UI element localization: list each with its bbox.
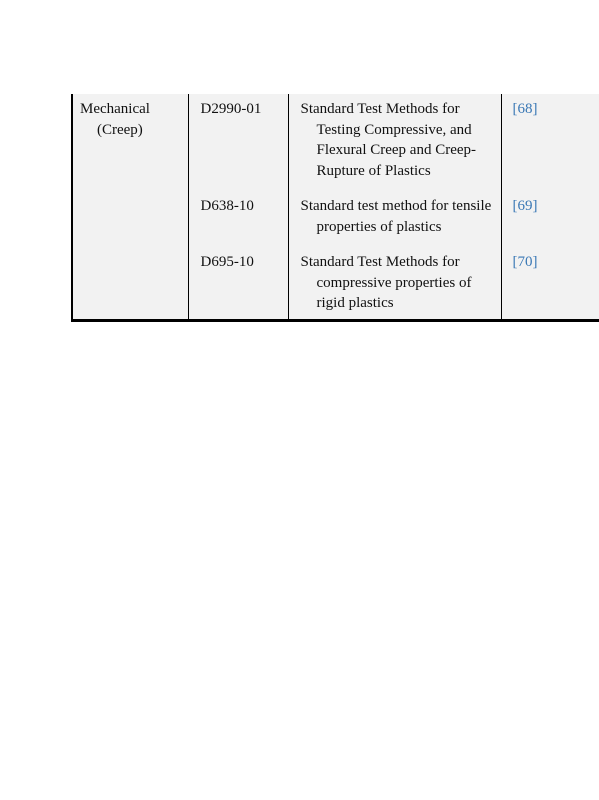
category-sublabel: (Creep): [97, 121, 143, 138]
standard-title: Standard Test Methods for Testing Compressive, and Flexural Creep and Creep-Rupture of Plastics: [300, 101, 477, 179]
standard-code: D638-10: [188, 190, 288, 246]
standard-title-cell: [288, 246, 501, 319]
reference-cell: [501, 190, 599, 246]
table-row: [73, 94, 599, 190]
reference-link[interactable]: [69]: [512, 198, 538, 214]
standard-title: Standard Test Methods for compressive properties of rigid plastics: [300, 254, 472, 311]
reference-cell: [501, 94, 599, 190]
reference-link[interactable]: [70]: [512, 254, 538, 270]
standard-title: Standard test method for tensile properties of plastics: [300, 198, 492, 235]
standard-title-cell: [288, 94, 501, 190]
standards-table: [71, 94, 599, 322]
standard-code: D695-10: [188, 246, 288, 319]
reference-cell: [501, 246, 599, 319]
standards-table-grid: [73, 94, 599, 319]
category-label: Mechanical: [80, 101, 150, 117]
standard-title-cell: [288, 190, 501, 246]
reference-link[interactable]: [68]: [512, 101, 538, 117]
standard-code: D2990-01: [188, 94, 288, 190]
category-cell: [73, 94, 188, 319]
